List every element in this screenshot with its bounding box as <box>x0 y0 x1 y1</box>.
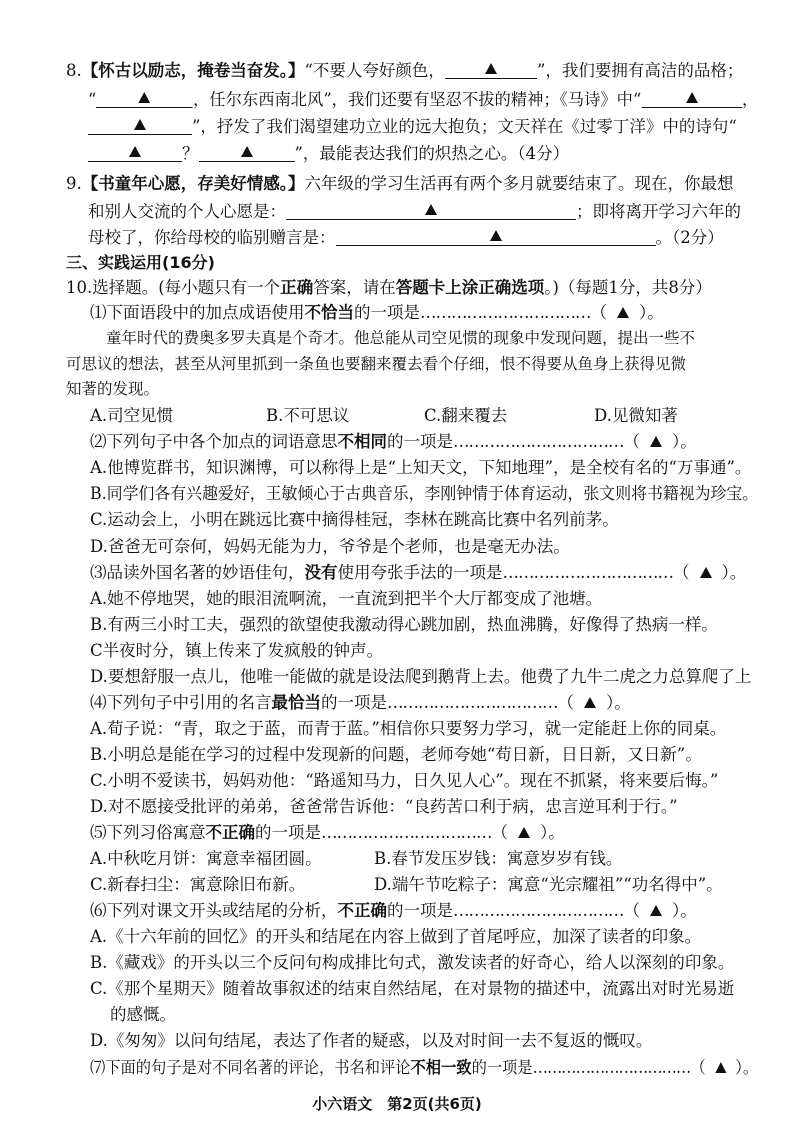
answer-slot-icon[interactable] <box>617 307 629 318</box>
q9-line-3 <box>88 227 724 249</box>
answer-blank[interactable] <box>96 89 193 108</box>
stem-emphasis: 不正确 <box>337 901 387 920</box>
option-c[interactable]: C.小明不爱读书，妈妈劝他：“路遥知马力，日久见人心”。现在不抓紧，将来要后悔。” <box>90 771 719 790</box>
q9-tag: 【书童年心愿，存美好情感。】 <box>81 174 305 193</box>
q10-text: 。)（每题1分，共8分） <box>544 278 712 297</box>
option-b[interactable]: B.有两三小时工夫，强烈的欲望使我激动得心跳加剧，热血沸腾，好像得了热病一样。 <box>90 615 718 634</box>
answer-blank[interactable] <box>286 201 576 220</box>
answer-paren: ）。 <box>721 563 747 582</box>
leader-dots: …………………………… <box>532 1058 691 1077</box>
answer-paren: ）。 <box>672 901 697 920</box>
stem-text: 使用夸张手法的一项是 <box>337 563 503 582</box>
option-b[interactable]: B.同学们各有兴趣爱好，王敏倾心于古典音乐，李刚钟情于体育运动，张文则将书籍视为珍宝。 <box>90 484 759 503</box>
q8-line-2 <box>88 89 758 111</box>
option-d[interactable]: D.对不愿接受批评的弟弟，爸爸常告诉他：“良药苦口利于病，忠言逆耳利于行。” <box>90 797 678 816</box>
q10-emphasis: 答题卡上涂正确选项 <box>395 278 545 297</box>
q8-text: ？ <box>182 144 199 163</box>
blank-marker-icon <box>425 204 437 215</box>
page-footer: 小六语文 第2页(共6页) <box>312 1095 482 1113</box>
stem-text: ⑺下面的句子是对不同名著的评论，书名和评论 <box>90 1058 411 1077</box>
stem-text: ⑸下列习俗寓意 <box>90 823 206 842</box>
option-c-continued: 的感慨。 <box>110 1005 176 1024</box>
stem-text: ⑹下列对课文开头或结尾的分析， <box>90 901 338 920</box>
stem-emphasis: 不正确 <box>205 823 255 842</box>
option-a[interactable]: A.《十六年前的回忆》的开头和结尾在内容上做到了首尾呼应，加深了读者的印象。 <box>90 927 702 946</box>
passage-line: 童年时代的费奥多罗夫真是个奇才。他总能从司空见惯的现象中发现问题，提出一些不 <box>106 329 696 347</box>
stem-text: ⑶品读外国名著的妙语佳句， <box>90 563 305 582</box>
q10-6-stem <box>90 900 697 922</box>
option-b[interactable]: B.不可思议 <box>266 406 350 425</box>
answer-blank[interactable] <box>641 89 742 108</box>
options-row <box>90 405 678 427</box>
q9-line-1 <box>66 173 734 195</box>
stem-emphasis: 不相一致 <box>410 1058 472 1077</box>
q9-text: 母校了，你给母校的临别赠言是： <box>88 228 336 247</box>
option-c[interactable]: C.《那个星期天》随着故事叙述的结束自然结尾，在对景物的描述中，流露出对时光易逝 <box>90 979 735 998</box>
section-title: 三、实践运用(16分) <box>66 253 215 272</box>
answer-paren: （ <box>491 823 508 842</box>
blank-marker-icon <box>134 119 146 130</box>
stem-emphasis: 最恰当 <box>271 693 321 712</box>
option-a[interactable]: A.荀子说：“青，取之于蓝，而青于蓝。”相信你只要努力学习，就一定能赶上你的同桌。 <box>90 719 727 738</box>
option-d[interactable]: D.要想舒服一点儿，他唯一能做的就是设法爬到鹅背上去。他费了九牛二虎之力总算爬了上 <box>90 667 752 686</box>
q8-text: ， <box>741 90 759 109</box>
answer-paren: （ <box>623 432 640 451</box>
answer-blank[interactable] <box>88 116 192 135</box>
passage-line: 可思议的想法，甚至从河里抓到一条鱼也要翻来覆去看个仔细，恨不得要从鱼身上获得见微 <box>66 355 687 373</box>
stem-emphasis: 不恰当 <box>304 303 354 322</box>
option-b[interactable]: B.小明总是能在学习的过程中发现新的问题，老师夸她“苟日新，日日新，又日新”。 <box>90 745 702 764</box>
answer-paren: （ <box>590 303 607 322</box>
q10-7-stem <box>90 1057 758 1079</box>
blank-marker-icon <box>139 92 151 103</box>
leader-dots: …………………………… <box>321 823 492 842</box>
stem-text: 的一项是 <box>471 1058 533 1077</box>
option-a[interactable]: A.她不停地哭，她的眼泪流啊流，一直流到把半个大厅都变成了池塘。 <box>90 589 603 608</box>
q9-number: 9. <box>66 174 82 193</box>
leader-dots: …………………………… <box>502 563 673 582</box>
q8-number: 8. <box>66 61 82 80</box>
blank-marker-icon <box>241 146 253 157</box>
q8-line-4 <box>88 143 569 165</box>
option-c[interactable]: C.翻来覆去 <box>424 406 508 425</box>
q9-text: 。（2分） <box>655 228 724 247</box>
q9-line-2 <box>88 201 741 223</box>
option-a[interactable]: A.他博览群书，知识渊博，可以称得上是“上知天文，下知地理”，是全校有名的“万事通”。 <box>90 458 752 477</box>
answer-blank[interactable] <box>199 143 295 162</box>
options-row <box>90 848 622 870</box>
option-b[interactable]: B.《藏戏》的开头以三个反问句构成排比句式，激发读者的好奇心，给人以深刻的印象。 <box>90 953 735 972</box>
answer-blank[interactable] <box>445 60 537 79</box>
answer-paren: ）。 <box>606 693 631 712</box>
option-a[interactable]: A.中秋吃月饼：寓意幸福团圆。 <box>90 849 322 868</box>
answer-paren: ）。 <box>540 823 565 842</box>
option-c[interactable]: C.运动会上，小明在跳远比赛中摘得桂冠，李林在跳高比赛中名列前茅。 <box>90 510 619 529</box>
leader-dots: …………………………… <box>453 432 624 451</box>
answer-slot-icon[interactable] <box>650 436 662 447</box>
q10-3-stem <box>90 562 746 584</box>
stem-text: ⑴下面语段中的加点成语使用 <box>90 303 305 322</box>
q8-line-3 <box>88 116 737 138</box>
q8-text: “不要人夸好颜色， <box>304 61 445 80</box>
option-b[interactable]: B.春节发压岁钱：寓意岁岁有钱。 <box>374 849 623 868</box>
option-d[interactable]: D.《匆匆》以问句结尾，表达了作者的疑惑，以及对时间一去不复返的慨叹。 <box>90 1031 653 1050</box>
q10-title <box>66 277 712 299</box>
blank-marker-icon <box>686 92 698 103</box>
answer-slot-icon[interactable] <box>700 567 712 578</box>
option-d[interactable]: D.端午节吃粽子：寓意“光宗耀祖”“功名得中”。 <box>374 875 723 894</box>
answer-blank[interactable] <box>336 227 656 246</box>
answer-paren: ）。 <box>735 1058 759 1077</box>
blank-marker-icon <box>485 63 497 74</box>
stem-text: 的一项是 <box>387 901 453 920</box>
q10-text: 10.选择题。(每小题只有一个 <box>66 278 281 297</box>
answer-paren: ）。 <box>672 432 697 451</box>
option-d[interactable]: D.见微知著 <box>594 406 678 425</box>
stem-text: 的一项是 <box>321 693 387 712</box>
q10-text: 答案，请在 <box>313 278 396 297</box>
answer-paren: （ <box>690 1058 706 1077</box>
answer-blank[interactable] <box>88 143 182 162</box>
answer-slot-icon[interactable] <box>584 697 596 708</box>
stem-text: ⑷下列句子中引用的名言 <box>90 693 272 712</box>
stem-text: 的一项是 <box>387 432 453 451</box>
q8-text: “ <box>88 90 97 109</box>
answer-slot-icon[interactable] <box>650 905 662 916</box>
q9-text: ；即将离开学习六年的 <box>576 202 741 221</box>
passage-line: 知著的发现。 <box>66 380 160 398</box>
blank-marker-icon <box>129 146 141 157</box>
q9-text: 六年级的学习生活再有两个多月就要结束了。现在，你最想 <box>304 174 734 193</box>
q8-text: ”，抒发了我们渴望建功立业的远大抱负；文天祥在《过零丁洋》中的诗句“ <box>192 117 737 136</box>
leader-dots: …………………………… <box>387 693 558 712</box>
q10-1-stem <box>90 302 664 324</box>
q10-5-stem <box>90 822 565 844</box>
option-c[interactable]: C.新春扫尘：寓意除旧布新。 <box>90 875 306 894</box>
leader-dots: …………………………… <box>420 303 591 322</box>
answer-slot-icon[interactable] <box>518 827 530 838</box>
q8-text: ”，最能表达我们的炽热之心。（4分） <box>294 144 570 163</box>
option-c[interactable]: C半夜时分，镇上传来了发疯般的钟声。 <box>90 641 384 660</box>
stem-text: 的一项是 <box>354 303 420 322</box>
stem-emphasis: 不相同 <box>337 432 387 451</box>
answer-paren: ）。 <box>639 303 664 322</box>
answer-paren: （ <box>623 901 640 920</box>
option-d[interactable]: D.爸爸无可奈何，妈妈无能为力，爷爷是个老师，也是毫无办法。 <box>90 537 570 556</box>
q10-emphasis: 正确 <box>280 278 314 297</box>
q8-tag: 【怀古以励志，掩卷当奋发。】 <box>81 61 305 80</box>
answer-paren: （ <box>557 693 574 712</box>
stem-text: 的一项是 <box>255 823 321 842</box>
blank-marker-icon <box>490 230 502 241</box>
answer-slot-icon[interactable] <box>715 1062 726 1073</box>
q8-text: ，任尔东西南北风”，我们还要有坚忍不拔的精神；《马诗》中“ <box>193 90 642 109</box>
q8-text: ”，我们要拥有高洁的品格； <box>536 61 744 80</box>
q9-text: 和别人交流的个人心愿是： <box>88 202 286 221</box>
stem-emphasis: 没有 <box>304 563 338 582</box>
options-row <box>90 874 723 896</box>
q10-4-stem <box>90 692 631 714</box>
answer-paren: （ <box>673 563 690 582</box>
leader-dots: …………………………… <box>453 901 624 920</box>
q8-line-1 <box>66 60 743 82</box>
option-a[interactable]: A.司空见惯 <box>90 406 174 425</box>
q10-2-stem <box>90 431 697 453</box>
stem-text: ⑵下列句子中各个加点的词语意思 <box>90 432 338 451</box>
